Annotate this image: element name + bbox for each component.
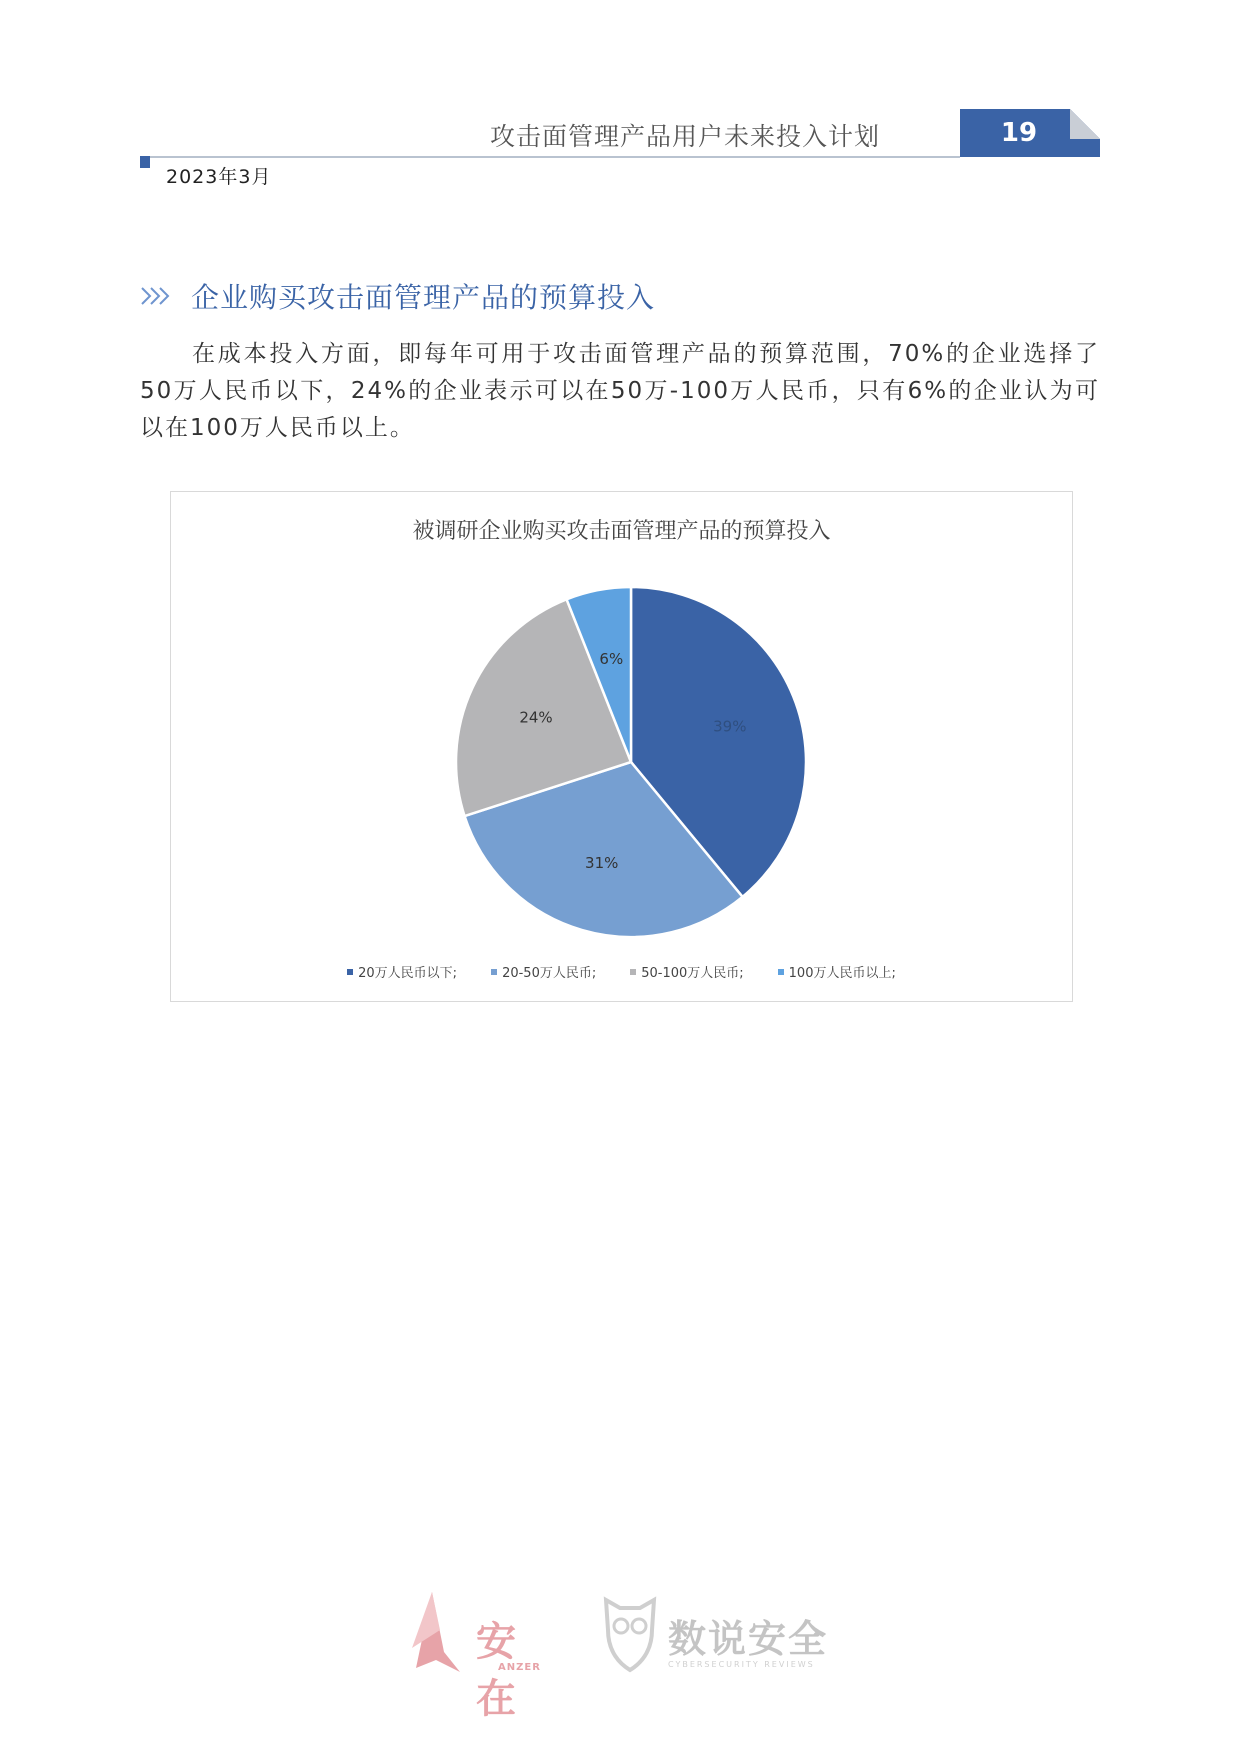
pie-slice-label-4: 6% (599, 649, 624, 668)
header-date: 2023年3月 (166, 166, 272, 188)
pie-slice-label-1: 39% (713, 717, 747, 736)
shuoshuo-logo-subtext: CYBERSECURITY REVIEWS (668, 1660, 815, 1669)
owl-icon (600, 1590, 660, 1680)
legend-label: 20万人民币以下; (358, 966, 458, 981)
legend-swatch (630, 969, 636, 975)
pie-slice-label-2: 31% (585, 853, 619, 872)
header-divider (140, 156, 960, 158)
pie-slice-label-3: 24% (519, 708, 553, 727)
anzer-a-icon (410, 1590, 480, 1680)
section-title: 企业购买攻击面管理产品的预算投入 (191, 281, 656, 314)
chart-title: 被调研企业购买攻击面管理产品的预算投入 (412, 519, 831, 544)
legend-label: 100万人民币以上; (788, 966, 896, 981)
page-number: 19 (960, 109, 1070, 157)
page-curl-icon (1070, 109, 1100, 157)
body-paragraph: 在成本投入方面，即每年可用于攻击面管理产品的预算范围，70%的企业选择了50万人民币以下，24%的企业表示可以在50万-100万人民币，只有6%的企业认为可以在100万人民币以上。 (140, 341, 1100, 441)
legend-swatch (491, 969, 497, 975)
anzer-logo-subtext: ANZER (498, 1662, 541, 1673)
chevrons-icon (140, 284, 176, 308)
anzer-logo (410, 1590, 550, 1722)
legend-item-2 (491, 962, 596, 981)
legend-swatch (347, 969, 353, 975)
pie-chart (170, 491, 1073, 1002)
legend-item-4 (778, 962, 896, 981)
pie-chart-svg (171, 492, 1074, 962)
header-marker (140, 156, 150, 168)
legend-label: 50-100万人民币; (641, 966, 744, 981)
shuoshuo-logo (600, 1590, 840, 1680)
legend-label: 20-50万人民币; (502, 966, 597, 981)
chart-legend (171, 962, 1072, 981)
legend-swatch (778, 969, 784, 975)
legend-item-1 (347, 962, 457, 981)
shuoshuo-logo-text: 数说安全 (668, 1617, 829, 1661)
anzer-logo-text: 安在 (476, 1619, 516, 1722)
running-header-title: 攻击面管理产品用户未来投入计划 (489, 122, 880, 151)
legend-item-3 (630, 962, 743, 981)
footer-logos (400, 1590, 840, 1722)
